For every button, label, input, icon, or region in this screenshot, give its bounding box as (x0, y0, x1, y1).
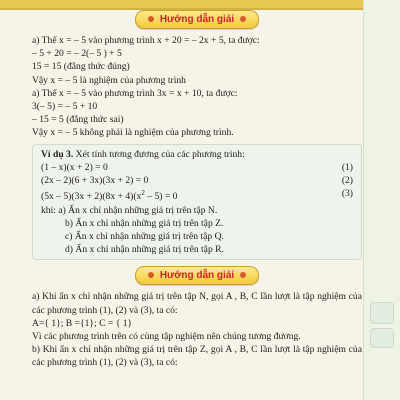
paragraph: b) Khi ẩn x chỉ nhận những giá trị trên tập Z, gọi A , B, C lần lượt là tập nghiệm của các phương trình (1), (2) và (3), ta có: (32, 344, 362, 369)
text-line: a) Thế x = – 5 vào phương trình x + 20 = – 2x + 5, ta được: (32, 35, 260, 46)
section-header-bottom (32, 264, 362, 286)
text-line: – 5 + 20 = – 2(– 5 ) + 5 (32, 48, 122, 60)
top-decoration-band (0, 0, 400, 8)
right-margin-decoration (363, 0, 400, 400)
text-line: Vậy x = – 5 không phải là nghiệm của phương trình. (32, 127, 234, 139)
condition-line: khi: a) Ẩn x chỉ nhận những giá trị trên tập N. (41, 204, 218, 216)
equation-number: (3) (341, 188, 353, 200)
text-line: 15 = 15 (đẳng thức đúng) (32, 61, 130, 73)
option-line: d) Ẩn x chỉ nhận những giá trị trên tập R. (65, 244, 224, 256)
bullet-icon (240, 272, 246, 278)
equation-number: (1) (341, 161, 353, 173)
equation-row (41, 161, 353, 174)
bullet-icon (148, 16, 154, 22)
equation-row (41, 187, 353, 203)
text-line: Vậy x = – 5 là nghiệm của phương trình (32, 74, 186, 86)
example-title-text: Xét tính tương đương của các phương trình: (73, 148, 245, 160)
equation-row (41, 174, 353, 187)
header-pill (135, 10, 259, 29)
option-line: c) Ẩn x chỉ nhận những giá trị trên tập Q. (65, 231, 224, 243)
option-line: b) Ẩn x chỉ nhận những giá trị trên tập Z. (65, 217, 224, 229)
sets-line: A={ 1}; B ={1}; C = { 1} (32, 317, 133, 329)
document-page (32, 8, 362, 400)
header-pill (135, 266, 259, 285)
equation-part: – 5) = 0 (144, 191, 178, 203)
equation (41, 187, 177, 203)
text-line: 3(– 5) = – 5 + 10 (32, 101, 98, 113)
equation: (2x – 2)(6 + 3x)(3x + 2) = 0 (41, 175, 149, 187)
example-title (41, 148, 353, 161)
conclusion-line: Vì các phương trình trên có cùng tập nghiệm nên chúng tương đương. (32, 331, 301, 343)
bullet-icon (148, 272, 154, 278)
bullet-icon (240, 16, 246, 22)
equation-part: (5x – 5)(3x + 2)(8x + 4)(x (41, 191, 142, 203)
header-label: Hướng dẫn giải (159, 13, 235, 25)
exponent: 2 (141, 189, 145, 198)
example-box (32, 144, 362, 261)
equation-number: (2) (341, 175, 353, 187)
text-line: a) Thế x = – 5 vào phương trình 3x = x + 10, ta được: (32, 87, 238, 99)
margin-box (370, 328, 394, 348)
section-header-top (32, 8, 362, 30)
header-label: Hướng dẫn giải (159, 269, 235, 281)
equation: (1 – x)(x + 2) = 0 (41, 161, 108, 173)
paragraph: a) Khi ẩn x chỉ nhận những giá trị trên tập N, gọi A , B, C lần lượt là tập nghiệm của các phương trình (1), (2) và (3), ta có: (32, 291, 362, 316)
example-label: Ví dụ 3. (41, 148, 74, 160)
text-line: – 15 = 5 (đẳng thức sai) (32, 114, 124, 126)
margin-box (370, 302, 394, 324)
